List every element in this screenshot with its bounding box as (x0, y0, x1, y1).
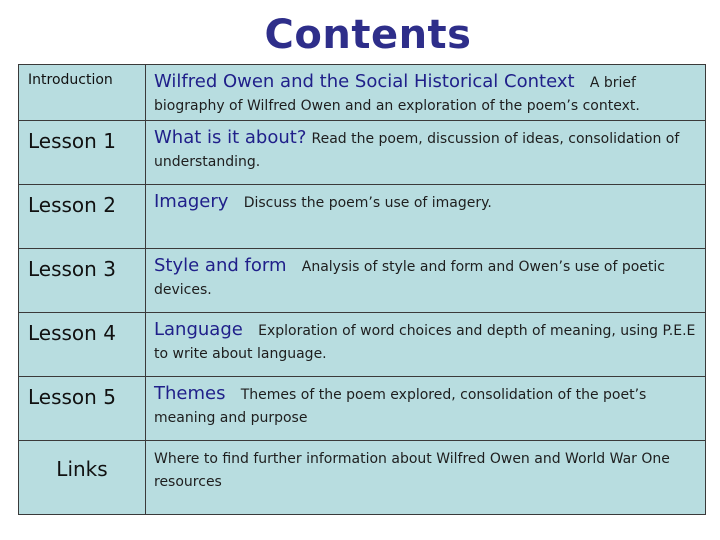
table-row (19, 185, 706, 249)
row-topic: Wilfred Owen and the Social Historical Context (154, 71, 575, 92)
row-topic: What is it about? (154, 127, 307, 148)
row-description: Themes of the poem explored, consolidation of the poet’s meaning and purpose (154, 387, 647, 426)
table-row (19, 377, 706, 441)
row-description: Exploration of word choices and depth of meaning, using P.E.E to write about language. (154, 323, 696, 362)
row-label-links: Links (56, 457, 108, 481)
row-label-lesson-1: Lesson 1 (28, 129, 116, 153)
table-row (19, 441, 706, 515)
row-topic: Imagery (154, 191, 229, 212)
table-row (19, 121, 706, 185)
row-label-lesson-5: Lesson 5 (28, 385, 116, 409)
table-row (19, 313, 706, 377)
table-row (19, 65, 706, 121)
table-row (19, 249, 706, 313)
row-label-introduction: Introduction (28, 72, 113, 88)
row-label-lesson-3: Lesson 3 (28, 257, 116, 281)
row-label-lesson-2: Lesson 2 (28, 193, 116, 217)
row-label-lesson-4: Lesson 4 (28, 321, 116, 345)
contents-table (18, 64, 706, 515)
page-title: Contents (264, 12, 472, 58)
row-topic: Language (154, 319, 243, 340)
row-description: A brief biography of Wilfred Owen and an exploration of the poem’s context. (154, 75, 640, 114)
row-description: Analysis of style and form and Owen’s use of poetic devices. (154, 259, 665, 298)
row-description: Where to find further information about Wilfred Owen and World War One resources (154, 451, 670, 490)
row-description: Read the poem, discussion of ideas, consolidation of understanding. (154, 131, 680, 170)
row-description: Discuss the poem’s use of imagery. (243, 195, 492, 211)
row-topic: Themes (154, 383, 226, 404)
row-topic: Style and form (154, 255, 287, 276)
